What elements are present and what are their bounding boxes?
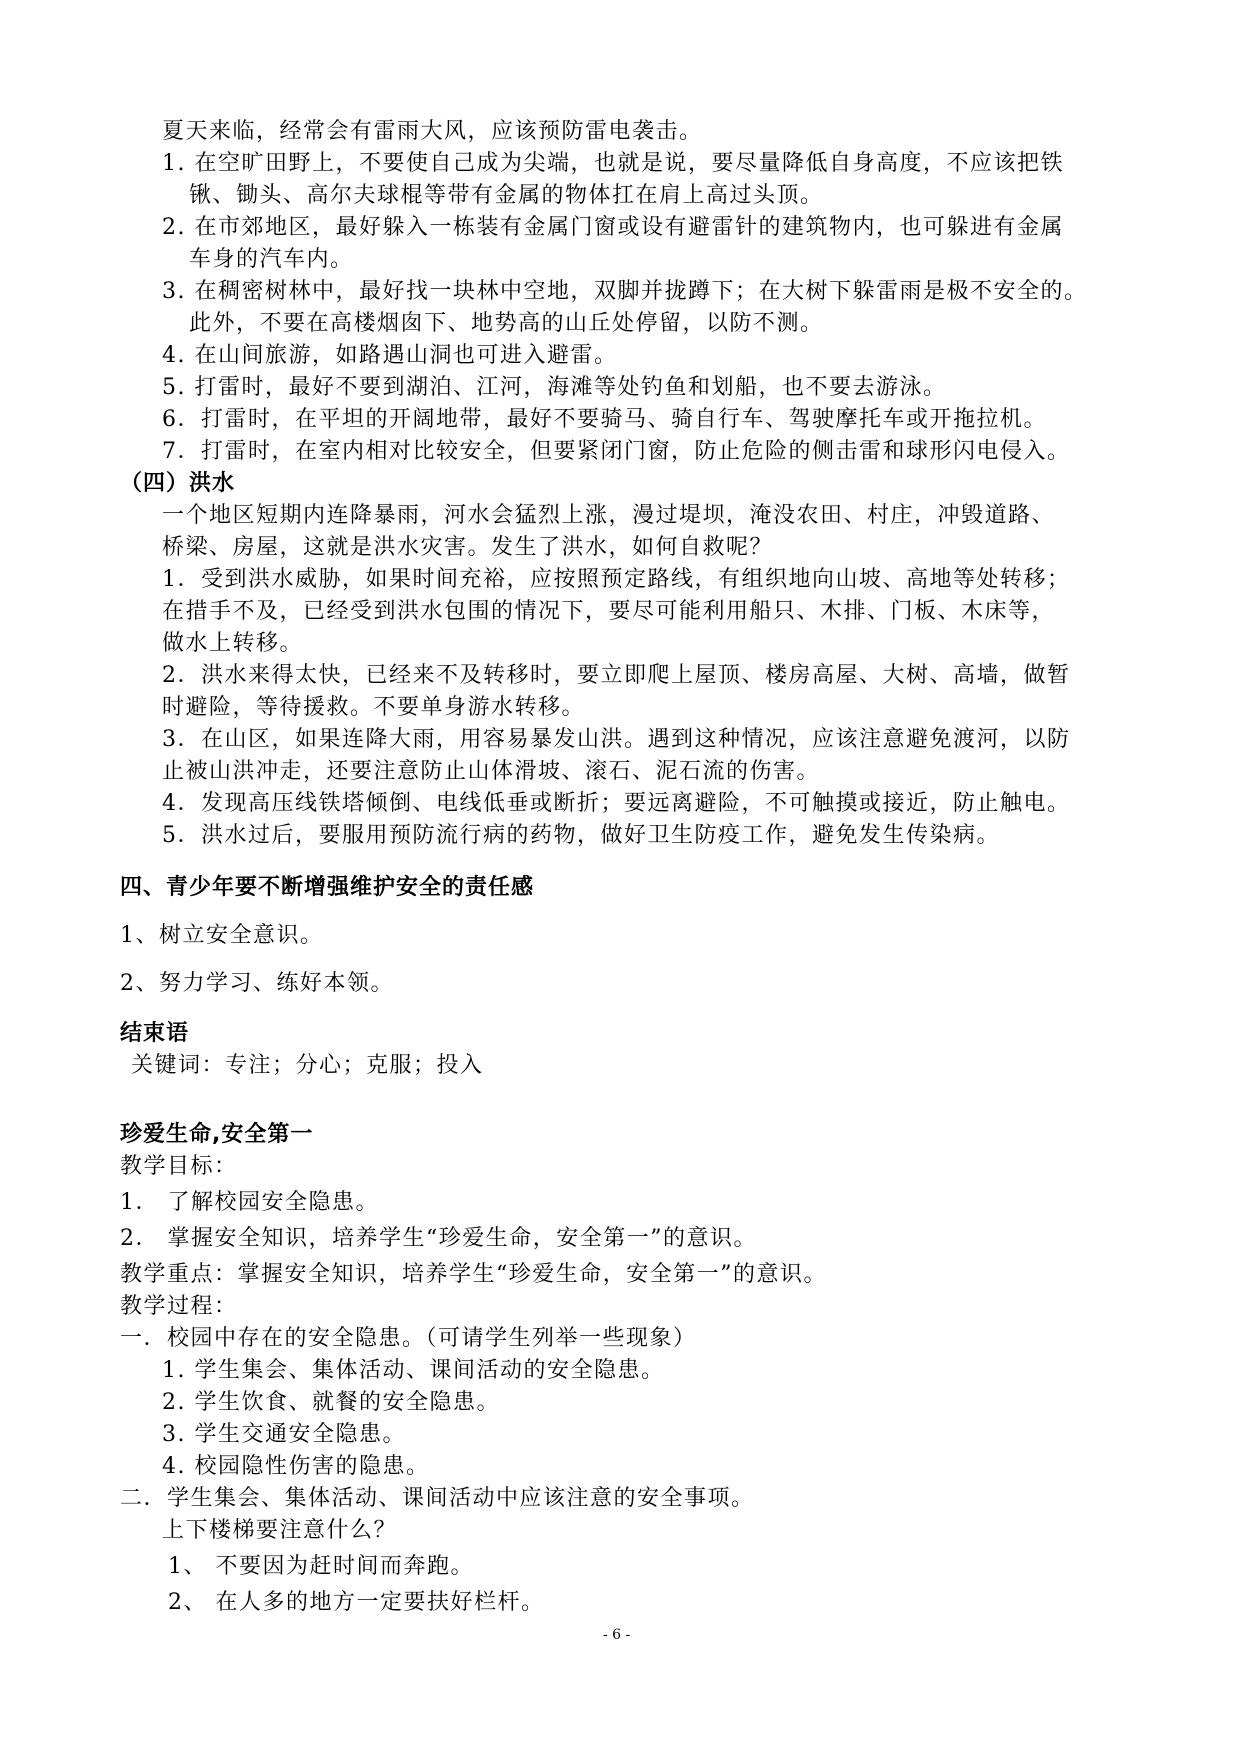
lesson-part-1-item-1: 1. 学生集会、集体活动、课间活动的安全隐患。 — [162, 1358, 665, 1383]
lesson-part-1: 一．校园中存在的安全隐患。（可请学生列举一些现象） — [120, 1326, 697, 1351]
closing-heading: 结束语 — [120, 1021, 190, 1046]
flood-intro-line-1: 一个地区短期内连降暴雨，河水会猛烈上涨，漫过堤坝，淹没农田、村庄，冲毁道路、 — [162, 503, 1056, 528]
lesson-goal-2: 2． 掌握安全知识，培养学生“珍爱生命，安全第一”的意识。 — [120, 1226, 757, 1251]
lesson-part-2: 二．学生集会、集体活动、课间活动中应该注意的安全事项。 — [120, 1486, 755, 1511]
lightning-item-3-line-2: 此外，不要在高楼烟囱下、地势高的山丘处停留，以防不测。 — [189, 311, 824, 336]
lightning-item-1-line-2: 锹、锄头、高尔夫球棍等带有金属的物体扛在肩上高过头顶。 — [189, 183, 824, 208]
lesson-part-1-item-3: 3. 学生交通安全隐患。 — [162, 1422, 406, 1447]
flood-item-1-line-3: 做水上转移。 — [162, 631, 304, 656]
flood-item-2-line-2: 时避险，等待援救。不要单身游水转移。 — [162, 695, 586, 720]
lesson-goals-label: 教学目标： — [120, 1154, 238, 1179]
page-number: - 6 - — [603, 1627, 631, 1643]
flood-item-1-line-2: 在措手不及，已经受到洪水包围的情况下，要尽可能利用船只、木排、门板、木床等， — [162, 599, 1056, 624]
lesson-part-1-item-4: 4. 校园隐性伤害的隐患。 — [162, 1454, 430, 1479]
section-4-item-1: 1、树立安全意识。 — [120, 923, 324, 948]
lightning-item-4: 4. 在山间旅游，如路遇山洞也可进入避雷。 — [162, 343, 618, 368]
flood-item-4: 4．发现高压线铁塔倾倒、电线低垂或断折；要远离避险，不可触摸或接近，防止触电。 — [162, 791, 1071, 816]
lightning-item-2-line-2: 车身的汽车内。 — [189, 247, 354, 272]
lightning-item-1-line-1: 1. 在空旷田野上，不要使自己成为尖端，也就是说，要尽量降低自身高度，不应该把铁 — [162, 151, 1064, 176]
flood-item-2-line-1: 2．洪水来得太快，已经来不及转移时，要立即爬上屋顶、楼房高屋、大树、高墙，做暂 — [162, 663, 1071, 688]
lightning-intro: 夏天来临，经常会有雷雨大风，应该预防雷电袭击。 — [162, 119, 703, 144]
flood-item-5: 5．洪水过后，要服用预防流行病的药物，做好卫生防疫工作，避免发生传染病。 — [162, 823, 1000, 848]
flood-item-1-line-1: 1．受到洪水威胁，如果时间充裕，应按照预定路线，有组织地向山坡、高地等处转移； — [162, 567, 1071, 592]
lesson-stairs-item-2: 2、 在人多的地方一定要扶好栏杆。 — [168, 1590, 545, 1615]
lightning-item-6: 6．打雷时，在平坦的开阔地带，最好不要骑马、骑自行车、驾驶摩托车或开拖拉机。 — [162, 407, 1047, 432]
lightning-item-2-line-1: 2. 在市郊地区，最好躲入一栋装有金属门窗或设有避雷针的建筑物内，也可躲进有金属 — [162, 215, 1064, 240]
lesson-stairs-question: 上下楼梯要注意什么？ — [162, 1518, 398, 1543]
lesson-stairs-item-1: 1、 不要因为赶时间而奔跑。 — [168, 1554, 474, 1579]
section-4-item-2: 2、努力学习、练好本领。 — [120, 971, 394, 996]
lightning-item-5: 5. 打雷时，最好不要到湖泊、江河，海滩等处钓鱼和划船，也不要去游泳。 — [162, 375, 947, 400]
flood-item-3-line-2: 止被山洪冲走，还要注意防止山体滑坡、滚石、泥石流的伤害。 — [162, 759, 821, 784]
flood-item-3-line-1: 3．在山区，如果连降大雨，用容易暴发山洪。遇到这种情况，应该注意避免渡河，以防 — [162, 727, 1071, 752]
section-4-heading: 四、青少年要不断增强维护安全的责任感 — [120, 875, 535, 900]
lesson-process-label: 教学过程： — [120, 1294, 238, 1319]
flood-heading: （四）洪水 — [120, 471, 236, 496]
lesson-focus: 教学重点：掌握安全知识，培养学生“珍爱生命，安全第一”的意识。 — [120, 1262, 827, 1287]
closing-keywords: 关键词：专注；分心；克服；投入 — [131, 1053, 484, 1078]
lesson-title: 珍爱生命,安全第一 — [120, 1122, 314, 1147]
lesson-part-1-item-2: 2. 学生饮食、就餐的安全隐患。 — [162, 1390, 500, 1415]
lesson-goal-1: 1． 了解校园安全隐患。 — [120, 1190, 379, 1215]
flood-intro-line-2: 桥梁、房屋，这就是洪水灾害。发生了洪水，如何自救呢？ — [162, 535, 774, 560]
lightning-item-3-line-1: 3. 在稠密树林中，最好找一块林中空地，双脚并拢蹲下；在大树下躲雷雨是极不安全的。 — [162, 279, 1088, 304]
lightning-item-7: 7．打雷时，在室内相对比较安全，但要紧闭门窗，防止危险的侧击雷和球形闪电侵入。 — [162, 439, 1071, 464]
